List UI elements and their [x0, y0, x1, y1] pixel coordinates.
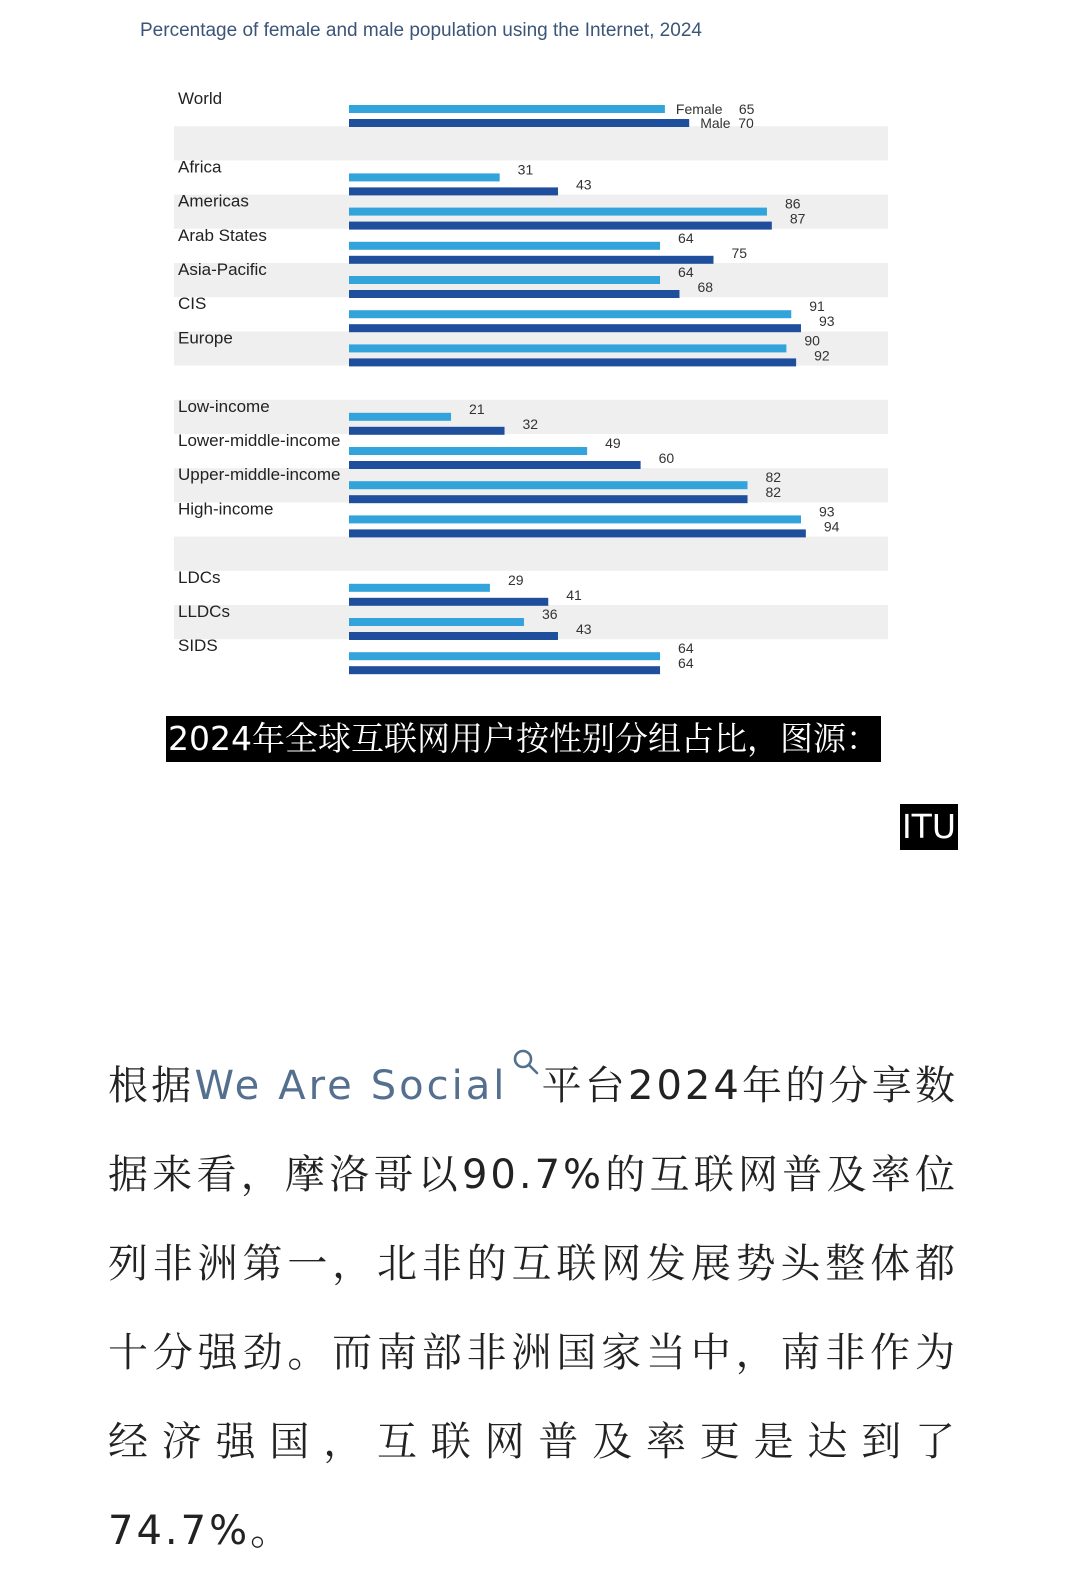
male-value-label: 82 — [765, 484, 782, 501]
female-bar — [349, 310, 791, 318]
male-value-label: 64 — [678, 655, 694, 672]
female-bar — [349, 481, 748, 489]
male-value-label: 70 — [738, 115, 754, 131]
female-bar — [349, 173, 500, 181]
category-label: LDCs — [178, 567, 221, 587]
female-value-label: 91 — [809, 298, 825, 315]
male-value-label: 75 — [731, 244, 748, 261]
male-bar — [349, 598, 548, 606]
image-caption: 2024年全球互联网用户按性别分组占比，图源： — [166, 716, 881, 762]
search-icon[interactable] — [511, 1047, 541, 1077]
male-bar — [349, 529, 806, 537]
male-bar — [349, 187, 558, 195]
category-label: CIS — [178, 294, 207, 314]
category-label: Low-income — [178, 396, 270, 416]
female-value-label: 29 — [507, 571, 524, 588]
male-bar — [349, 222, 772, 230]
male-value-label: 41 — [566, 586, 582, 603]
article-paragraph — [108, 1042, 958, 1576]
male-bar — [349, 632, 558, 640]
image-caption-source: ITU — [900, 804, 958, 850]
male-value-label: 60 — [658, 450, 675, 466]
female-bar — [349, 344, 786, 352]
male-value-label: 43 — [575, 621, 592, 637]
female-bar — [349, 515, 801, 523]
male-value-label: 87 — [789, 210, 806, 227]
category-label: Lower-middle-income — [178, 431, 341, 450]
bar-chart — [0, 80, 1080, 690]
female-bar — [349, 208, 767, 216]
female-value-label: 64 — [678, 264, 694, 280]
female-value-label: 31 — [517, 161, 534, 178]
female-value-label: 21 — [469, 400, 485, 417]
male-bar — [349, 358, 796, 366]
article-body: 平台2024年的分享数据来看，摩洛哥以90.7%的互联网普及率位列非洲第一，北非的互联网发展势头整体都十分强劲。而南部非洲国家当中，南非作为经济强国，互联网普及率更是达到了74.7%。 — [108, 1063, 958, 1554]
female-value-label: 86 — [784, 195, 801, 212]
category-label: High-income — [178, 499, 274, 519]
category-label: Africa — [178, 157, 222, 177]
category-label: World — [178, 89, 223, 108]
category-label: Upper-middle-income — [178, 465, 341, 485]
male-bar — [349, 256, 714, 264]
female-value-label: 82 — [765, 469, 782, 486]
male-bar — [349, 427, 505, 435]
article-prefix: 根据 — [108, 1063, 195, 1109]
male-value-label: 68 — [697, 279, 714, 295]
category-label: LLDCs — [178, 602, 230, 621]
male-bar — [349, 666, 660, 674]
female-value-label: 65 — [738, 101, 755, 117]
we-are-social-link-text[interactable]: We Are Social — [194, 1063, 508, 1109]
chart-band — [174, 537, 888, 571]
male-value-label: 94 — [823, 518, 840, 535]
male-bar — [349, 324, 801, 332]
female-bar — [349, 276, 660, 284]
female-value-label: 49 — [605, 435, 621, 451]
female-bar — [349, 652, 660, 660]
female-value-label: 64 — [678, 229, 694, 246]
category-label: Americas — [178, 191, 249, 211]
category-label: Europe — [178, 328, 233, 348]
female-bar — [349, 447, 587, 455]
female-bar — [349, 584, 490, 592]
chart-band — [174, 126, 888, 160]
female-bar — [349, 105, 665, 113]
female-bar — [349, 618, 524, 626]
category-label: Asia-Pacific — [178, 260, 267, 279]
male-value-label: 92 — [814, 347, 830, 364]
category-label: SIDS — [178, 636, 218, 656]
we-are-social-link[interactable] — [194, 1063, 541, 1109]
male-value-label: 32 — [522, 415, 539, 432]
male-bar — [349, 461, 641, 469]
legend-label-male: Male — [700, 115, 731, 131]
male-bar — [349, 119, 689, 127]
male-bar — [349, 495, 748, 503]
male-bar — [349, 290, 679, 298]
female-bar — [349, 413, 451, 421]
female-value-label: 64 — [678, 640, 694, 657]
chart-title: Percentage of female and male population using the Internet, 2024 — [140, 20, 702, 41]
female-value-label: 36 — [541, 606, 558, 622]
legend-label-female: Female — [675, 101, 723, 117]
female-value-label: 93 — [818, 503, 835, 520]
female-bar — [349, 242, 660, 250]
female-value-label: 90 — [804, 332, 820, 349]
category-label: Arab States — [178, 225, 267, 245]
male-value-label: 43 — [575, 176, 592, 193]
male-value-label: 93 — [818, 313, 835, 330]
